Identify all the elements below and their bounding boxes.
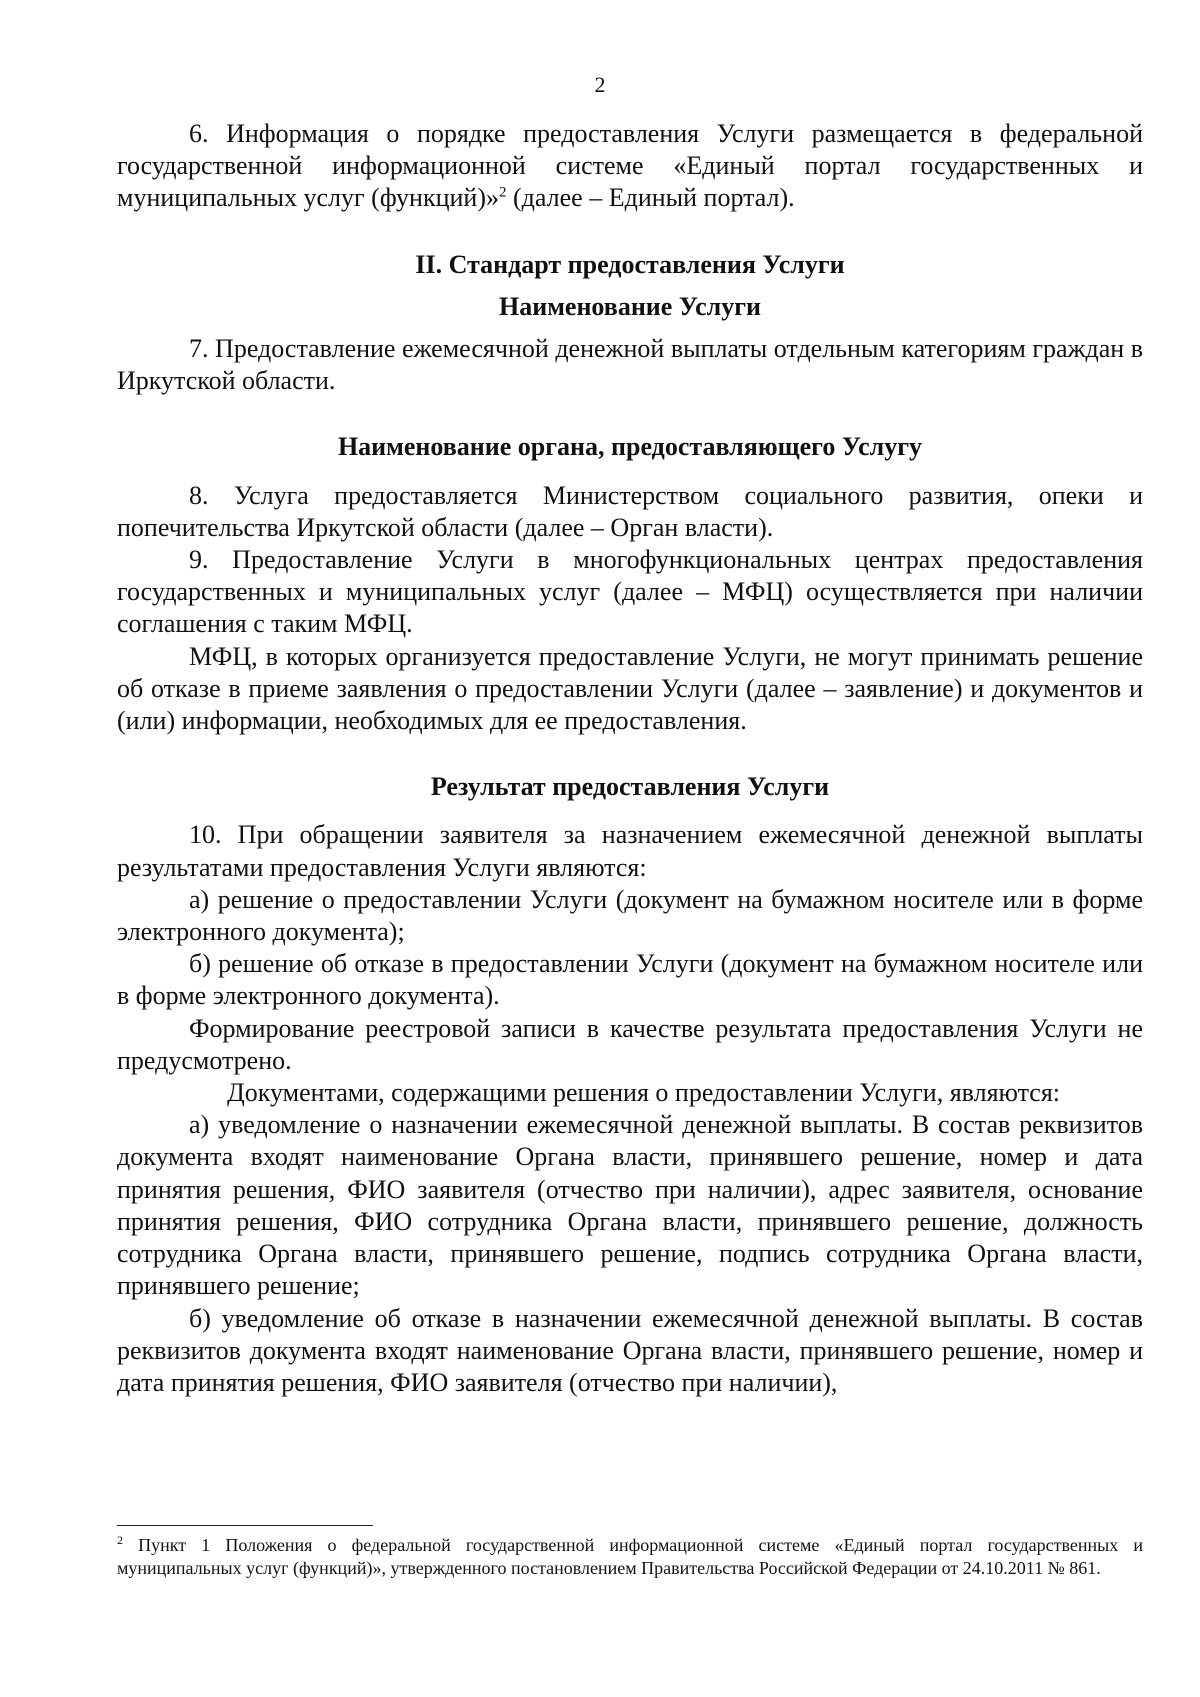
paragraph-6-text: 6. Информация о порядке предоставления Услуги размещается в федеральной государственной информационной системе «Единый портал государственных и муниципальных услуг (функций)» bbox=[117, 119, 1143, 213]
footnote-divider bbox=[117, 1525, 373, 1526]
heading-service-name: Наименование Услуги bbox=[498, 291, 762, 321]
paragraph-7: 7. Предоставление ежемесячной денежной выплаты отдельным категориям граждан в Иркутской области. bbox=[117, 334, 1143, 396]
heading-result: Результат предоставления Услуги bbox=[430, 772, 830, 802]
paragraph-9-mfc: МФЦ, в которых организуется предоставление Услуги, не могут принимать решение об отказе в приеме заявления о предоставлении Услуги (далее – заявление) и документов и (или) информации, необходимых для ее предоставления. bbox=[117, 641, 1143, 736]
paragraph-10: 10. При обращении заявителя за назначением ежемесячной денежной выплаты результатами предоставления Услуги являются: bbox=[117, 820, 1143, 882]
page-number: 2 bbox=[594, 72, 606, 97]
paragraph-10-documents: Документами, содержащими решения о предоставлении Услуги, являются: bbox=[227, 1078, 1061, 1108]
section-heading-ii: II. Стандарт предоставления Услуги bbox=[415, 249, 845, 279]
paragraph-6-tail: (далее – Единый портал). bbox=[506, 183, 795, 213]
paragraph-10-registry: Формирование реестровой записи в качестве результата предоставления Услуги не предусмотрено. bbox=[117, 1013, 1143, 1075]
paragraph-10-a: а) решение о предоставлении Услуги (документ на бумажном носителе или в форме электронного документа); bbox=[117, 884, 1143, 947]
footnote bbox=[117, 1534, 1143, 1579]
paragraph-8: 8. Услуга предоставляется Министерством социального развития, опеки и попечительства Иркутской области (далее – Орган власти). bbox=[117, 480, 1143, 542]
document-body bbox=[117, 118, 1143, 1399]
paragraph-10-notice-b: б) уведомление об отказе в назначении ежемесячной денежной выплаты. В состав реквизитов документа входят наименование Органа власти, принявшего решение, номер и дата принятия решения, ФИО заявителя (отчество при наличии), bbox=[117, 1303, 1143, 1397]
paragraph-10-b: б) решение об отказе в предоставлении Услуги (документ на бумажном носителе или в форме электронного документа). bbox=[117, 949, 1143, 1011]
heading-organ-name: Наименование органа, предоставляющего Услугу bbox=[337, 432, 923, 462]
paragraph-10-notice-a: а) уведомление о назначении ежемесячной денежной выплаты. В состав реквизитов документа входят наименование Органа власти, принявшего решение, номер и дата принятия решения, ФИО заявителя (отчество при наличии), адрес заявителя, основание принятия решения, ФИО сотрудника Органа власти, принявшего решение, должность сотрудника Органа власти, принявшего решение, подпись сотрудника Органа власти, принявшего решение; bbox=[117, 1110, 1143, 1301]
paragraph-9: 9. Предоставление Услуги в многофункциональных центрах предоставления государственных и муниципальных услуг (далее – МФЦ) осуществляется при наличии соглашения с таким МФЦ. bbox=[117, 545, 1143, 639]
footnote-reference: 2 bbox=[499, 184, 507, 201]
footnote-marker: 2 bbox=[117, 1533, 123, 1547]
paragraph-6 bbox=[117, 118, 1143, 215]
footnote-text: Пункт 1 Положения о федеральной государственной информационной системе «Единый портал государственных и муниципальных услуг (функций)», утвержденного постановлением Правительства Российской Федерации от 24.10.2011 № 861. bbox=[117, 1535, 1143, 1578]
